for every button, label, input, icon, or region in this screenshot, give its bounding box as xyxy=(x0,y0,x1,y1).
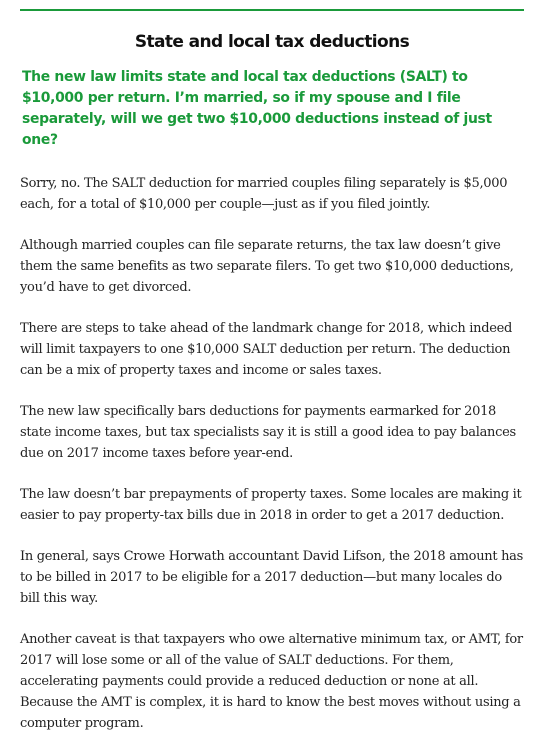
answer-paragraph: Another caveat is that taxpayers who owe alternative minimum tax, or AMT, for 2017 will lose some or all of the value of SALT deductions. For them, accelerating payments could provide a reduced deduction or none at all. Because the AMT is complex, it is hard to know the best moves without using a computer program. xyxy=(20,632,523,731)
answer-paragraph: The law doesn’t bar prepayments of property taxes. Some locales are making it easier to pay property-tax bills due in 2018 in order to get a 2017 deduction. xyxy=(20,487,522,523)
answer-paragraph: The new law specifically bars deductions for payments earmarked for 2018 state income taxes, but tax specialists say it is still a good idea to pay balances due on 2017 income taxes before year-end. xyxy=(20,404,516,461)
answer-paragraph: There are steps to take ahead of the landmark change for 2018, which indeed will limit taxpayers to one $10,000 SALT deduction per return. The deduction can be a mix of property taxes and income or sales taxes. xyxy=(20,321,513,378)
section-divider xyxy=(20,9,524,11)
article-title: State and local tax deductions xyxy=(134,32,410,52)
answer-paragraph: Sorry, no. The SALT deduction for married couples filing separately is $5,000 each, for a total of $10,000 per couple—just as if you filed jointly. xyxy=(20,176,508,212)
answer-paragraph: Although married couples can file separate returns, the tax law doesn’t give them the same benefits as two separate filers. To get two $10,000 deductions, you’d have to get divorced. xyxy=(20,238,514,295)
reader-question: The new law limits state and local tax deductions (SALT) to $10,000 per return. I’m married, so if my spouse and I file separately, will we get two $10,000 deductions instead of just one? xyxy=(22,69,492,148)
answer-paragraph: In general, says Crowe Horwath accountant David Lifson, the 2018 amount has to be billed in 2017 to be eligible for a 2017 deduction—but many locales do bill this way. xyxy=(20,549,523,606)
article xyxy=(20,0,524,734)
